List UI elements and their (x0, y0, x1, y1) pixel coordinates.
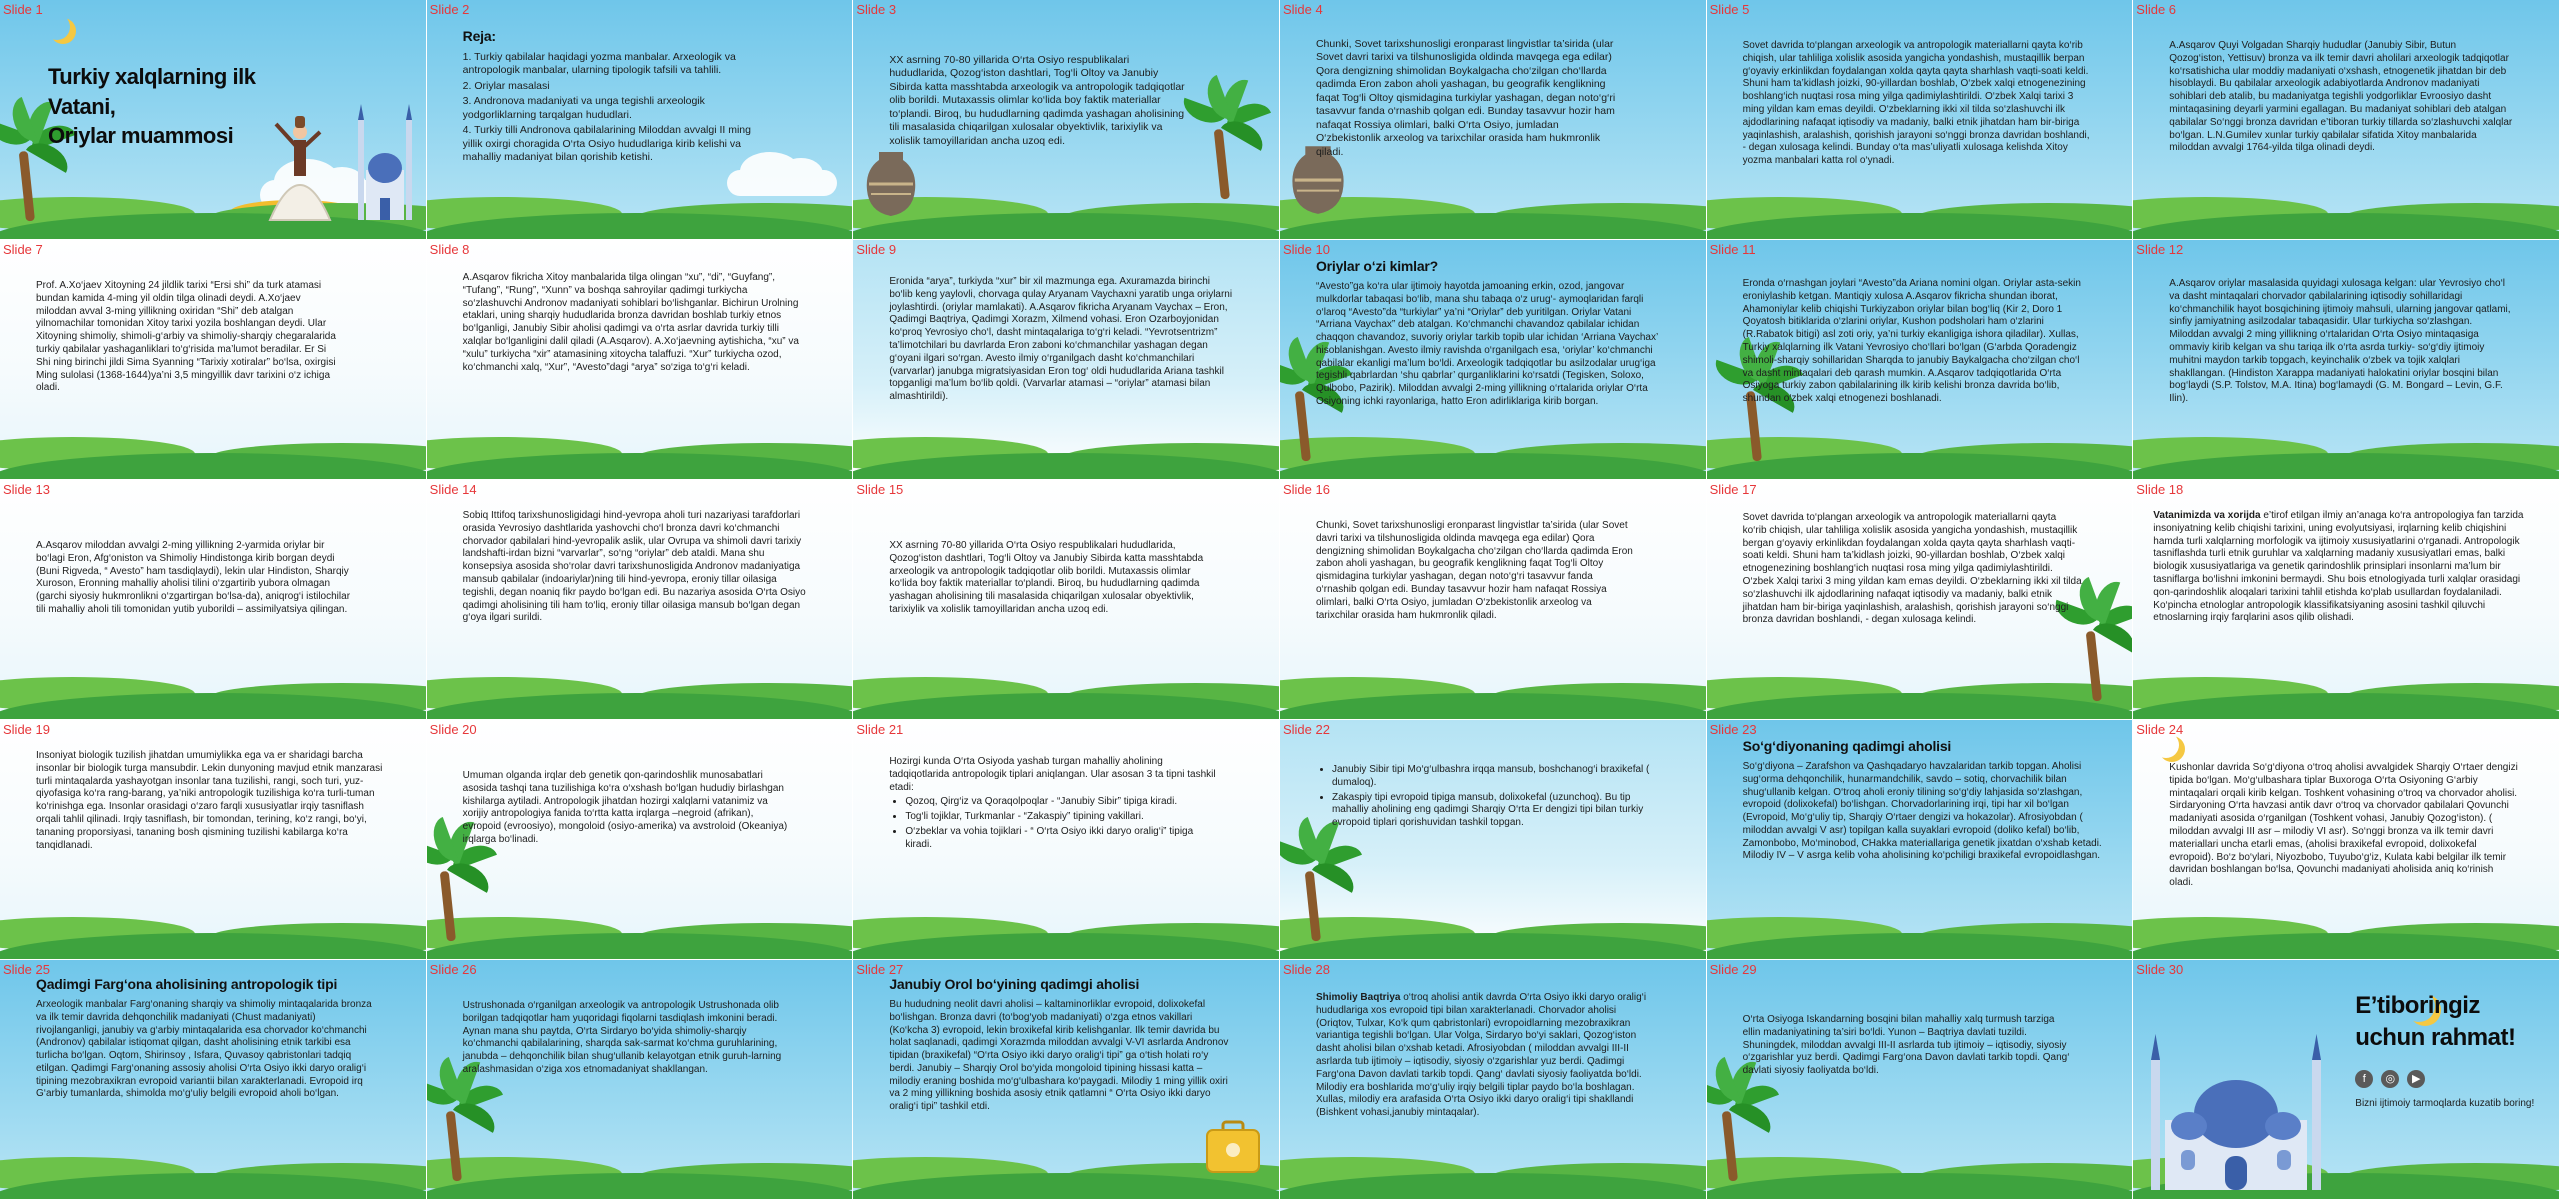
slide-heading: Oriylar o‘zi kimlar? (1315, 258, 1439, 274)
slide-number: Slide 2 (429, 2, 470, 17)
plan-item: 2. Oriylar masalasi (462, 79, 550, 92)
list-item: • Qozoq, Qirg‘iz va Qoraqolpoqlar - “Janubiy Sibir” tipiga kiradi. (905, 796, 1219, 809)
plan-item: 3. Andronova madaniyati va unga tegishli arxeologik yodgorliklarning tarqalgan hududlari. (462, 95, 705, 121)
slide-text: A.Asqarov fikricha Xitoy manbalarida tilga olingan “xu”, “di”, “Guyfang”, “Tufang”, “Rung”, “Xunn” va boshqa sahroyilar qadimgi turkiycha so‘zlashuvchi Andronov madaniyati sohiblari bo‘lishganlar. Bichirun Urolning etaklari, uning sharqiy hududlarida bronza davridan boshlab turkiy etnos bo‘lganligi, Janubiy Sibir aholisi qadimgi va o‘rta asrlar davrida turkiy tilli xalqlar bo‘lganligini dalil qiladi (A.Asqarov). A.Xo‘jaevning aytishicha, “xu” va “xulu” turkiycha “xir” atamasining xitoycha talaffuzi. “Xur” turkiycha ozod, ko‘chmanchi xalq, “Xur”, “Avesto”dagi “arya” so‘ziga to‘g‘ri keladi. (462, 272, 799, 373)
slide-text: o‘troq aholisi antik davrda O‘rta Osiyo ikki daryo oralig‘i hududlariga xos evropoid tipi bilan xarakterlanadi. Chorvador aholisi (Oriqtov, Tulxar, Ko‘k qum qabristonlari) evropoidlarning mezobraxikran variantiga tegishli bo‘lgan. Ular Volga, Sirdaryo bo‘yi saklari, Qozog‘iston dasht aholisi bilan o‘xshab ketadi. Afrosiyobdan ( miloddan avvalgi III-II asrlarda tub ijtimoiy – iqtisodiy, siyosiy o‘zgarishlar yuz berdi. Qadimgi Farg‘ona Davon davlati tarkib topdi. Qang‘ davlati siyosiy faoliyatda bo‘ldi. Milodiy era boshlarida mo‘g‘uliy irqiy belgili tiplar paydo bo‘la boshlagan. Xullas, milodiy era arafasida O‘rta Osiyo ikki daryo oralig‘i tipi shakllandi (Bishkent vohasi,janubiy mintaqalar). (1315, 992, 1647, 1119)
palm-tree-decoration (1296, 861, 1336, 941)
slide-24[interactable] (2133, 720, 2560, 960)
slide-number: Slide 1 (3, 2, 43, 17)
slide-29[interactable] (1707, 960, 2134, 1200)
plan-heading: Reja: (462, 28, 496, 44)
slide-number: Slide 9 (856, 242, 897, 257)
hills-decoration (427, 677, 854, 719)
youtube-icon[interactable]: ▶ (2407, 1070, 2425, 1088)
slide-number: Slide 24 (2136, 722, 2184, 737)
slide-text: Ustrushonada o‘rganilgan arxeologik va antropologik Ustrushonada olib borilgan tadqiqotlar ham yuqoridagi fiqolarni tasdiqlash imkonini beradi. Aynan mana shu paytda, O‘rta Sirdaryo bo‘yida shimoliy-sharqiy ko‘chmanchi qabilalarining, sharqda sak-sarmat ko‘chma guruhlarining, janubda – dehqonchilik bilan shug‘ullanib kelayotgan etnik guruh-larning aralashmasidan o‘ziga xos etnomadaniyat shakllangan. (462, 1000, 782, 1075)
thanks-line-1: E’tiboringiz (2355, 992, 2480, 1019)
slide-text-block (1316, 764, 1656, 832)
plan-block (463, 28, 753, 166)
suitcase-illustration (1203, 1120, 1263, 1176)
title-block (48, 62, 328, 151)
slide-number: Slide 30 (2136, 962, 2184, 977)
slide-text: Insoniyat biologik tuzilish jihatdan umumiylikka ega va er sharidagi barcha insonlar bir biologik turga mansubdir. Lekin dunyoning mavjud etnik manzarasi turli mintaqalarda yashayotgan insonlar tana tuzilishi, rangi, soch turi, yuz-qiyofasiga ko‘ra rang-barang, ya’niki antropologik tuzilishiga ko‘ra turli-tuman ko‘rinishga ega. Insonlar orasidagi o‘zaro farqli xususiyatlar irqiy tasniflash orqali tahlil qilinadi. Irqiy tasniflash, bir tomondan, terining, ko‘z rangi, bo‘yi, tananing proporsiyasi, tananing bosh qismining tuzilishi kabilarga ko‘ra tanqidlanadi. (36, 750, 383, 851)
hills-decoration (427, 917, 854, 959)
slide-number: Slide 8 (429, 242, 470, 257)
slide-text-block (889, 976, 1229, 1114)
hills-decoration (427, 1157, 854, 1199)
slide-number: Slide 22 (1282, 722, 1330, 737)
slide-20[interactable] (427, 720, 854, 960)
slide-text: A.Asqarov miloddan avvalgi 2-ming yillikning 2-yarmida oriylar bir bo‘lagi Eron, Afg‘oniston va Shimoliy Hindistonga kirib borgan deydi (Buni Rigveda, “ Avesto” ham tasdiqlaydi), lekin ular Hindiston, Sharqiy Xuroson, Eronning mahalliy aholisi tilini o‘zgartirib yubora olmagan (garchi siyosiy hukmronlikni o‘zgartirgan bo‘lsa-da), aniqrog‘i istilochilar tili mahalliy aholi tili tomonidan yutib yuborildi – assimilyatsiya qilingan. (36, 540, 351, 615)
hills-decoration (1280, 1157, 1707, 1199)
slide-text: So‘g‘diyona – Zarafshon va Qashqadaryo havzalaridan tarkib topgan. Aholisi sug‘orma dehqonchilik, hunarmandchilik, savdo – sotiq, chorvachilik bilan shug‘ullanib kelgan. O‘troq aholi eroniy tilining so‘g‘diy lahjasida so‘zlashgan, evropoid (dolixokefal) bo‘lishgan. Chorvadorlarining irqi, tipi har xil bo‘lgan (Evropoid, Mo‘g‘uliy tip, Sharqiy O‘rtaer dengizi va hokazolar). Afrosiyobdan ( miloddan avvalgi V asr) topilgan kalla suyaklari evropoid (doliko kefal) bo‘lib, Zamonbobo, Mo‘minobod, CHakka materiallariga genetik jixatdan o‘xshab ketadi. Milodiy IV – V asrga kelib voha aholisining ko‘pchiligi braxikefal evropoidlashgan. (1742, 760, 2102, 862)
slide-4[interactable] (1280, 0, 1707, 240)
plan-item: 4. Turkiy tilli Andronova qabilalarining Miloddan avvalgi II ming yillik oxirgi choragida O‘rta Osiyo hududlariga kirib kelishi va mahalliy madaniyat bilan qorishib ketishi. (462, 124, 751, 163)
thanks-line-2: uchun rahmat! (2355, 1024, 2516, 1052)
slide-text-block (889, 756, 1219, 854)
slide-6[interactable] (2133, 0, 2560, 240)
slide-number: Slide 29 (1709, 962, 1757, 977)
slide-heading: So‘g‘diyonaning qadimgi aholisi (1742, 738, 1952, 754)
slide-text: Sobiq Ittifoq tarixshunosligidagi hind-yevropa aholi turi nazariyasi tarafdorlari orasida Yevrosiyo dashtlarida yashovchi cho‘l bronza davri ko‘chmanchi chorvador qabilalari hind-yevropalik aslik, ular Ovrupa va shimoli davri tarixiy landshafti-irdan bizni “varvarlar”, so‘ng “oriylar” deb ataldi. Mana shu konsepsiya asosida sho‘rolar davri tarixshunosligida Andronov madaniyatiga mansub qabilalar (indoariylar)ning tili hind-yevropa, eroniy tillar oilasiga tegishli, degan noaniq fikr paydo bo‘lgan edi. Bu nazariya asosida O‘rta Osiyo qadimgi aholisining tili ham to‘liq, eroniy tillar oilasiga mansub bo‘lgan degan g‘oya ilgari surildi. (462, 510, 806, 624)
slide-number: Slide 14 (429, 482, 477, 497)
slide-26[interactable] (427, 960, 854, 1200)
hills-decoration (2133, 437, 2560, 479)
slide-text: Chunki, Sovet tarixshunosligi eronparast lingvistlar ta’sirida (ular Sovet davri tarixi va tilshunosligida oldinda mavqega ega edilar) Qora dengizning shimolidan Boykalgacha cho‘zilgan cho‘llarda qadimda Eron zabon aholi yashagan, bu geografik kenglikning faqat Tog‘li Oltoy qismidagina turkiylar yashagan, degan noto‘g‘ri tasavvur fanda o‘rnashib qolgan edi. Bunday tasavvur hozir ham nafaqat Rossiya olimlari, balki O‘rta Osiyo, jumladan O‘zbekistonlik arxeolog va tarixchilar orasida ham hukmronlik qiladi. (1315, 520, 1633, 621)
hills-decoration (853, 677, 1280, 719)
lead-text: Vatanimizda va xorijda (2153, 510, 2261, 521)
slide-30[interactable] (2133, 960, 2560, 1200)
slide-text: Kushonlar davrida So‘g‘diyona o‘troq aholisi avvalgidek Sharqiy O‘rtaer dengizi tipida bo‘lgan. Mo‘g‘ulbashara tiplar Buxoroga O‘rta Osiyoning G‘arbiy mintaqalari orqali kirib kelgan. Toshkent vohasining o‘troq va chorvador aholisi. Sirdaryoning O‘rta havzasi antik davr o‘troq va chorvador qabilalari Qovunchi madaniyati asosida o‘rganilgan (Toshkent vohasi, Janubiy Qozog‘iston). ( miloddan avvalgi III asr – milodiy VI asr). So‘nggi bronza va ilk temir davri materiallari uncha etarli emas, (aholisi braxikefal evropoid, dolixokefal evropoid). Bo‘z bo‘ylari, Niyozbobo, Tuyubo‘g‘iz, Kulata kabi belgilar ilk temir davridan boshlangan bo‘lsa, Qovunchi madaniyati aholisida aniq ko‘rinish oladi. (2169, 762, 2518, 889)
slide-25[interactable] (0, 960, 427, 1200)
facebook-icon[interactable]: f (2355, 1070, 2373, 1088)
slide-text: “Avesto”ga ko‘ra ular ijtimoiy hayotda jamoaning erkin, ozod, jangovar mulkdorlar tabaqasi bo‘lib, mana shu tabaqa o‘z urug‘- aymoqlaridan farqli o‘laroq “Avesto”da “turkiylar” ya’ni “Oriylar” deb yuritilgan. Oriylar Vatani “Arriana Vaychax” deb atalgan. Ko‘chmanchi chavandoz qabilalar ichidan chaqqon chavandoz, suvoriy oriylar tarkib topib ular ichidan ‘Arriana Vaychax’ hisoblanishgan. Avesto ilmiy ravishda o‘rganilgach esa, ‘oriylar’ ko‘chmanchi qabilalar ekanligi ma’lum bo‘ldi. Arxeologik tadqiqotlar bu asilzodalar urug‘iga tegishli qabrlardan ‘shu qabrlar’ qurganliklarini ko‘rsatdi (Tegisken, Soloxo, Qulbobo, Pazirik). Miloddan avvalgi 2-ming yillikning o‘rtalarida oriylar O‘rta Osiyoning ichki rayonlariga, hatto Eron adirliklariga kirib borgan. (1315, 280, 1658, 408)
hills-decoration (853, 437, 1280, 479)
list-item: • O‘zbeklar va vohia tojiklari - “ O‘rta Osiyo ikki daryo oralig‘i” tipiga kiradi. (905, 826, 1219, 852)
palm-tree-decoration (10, 141, 50, 221)
slide-heading: Janubiy Orol bo‘yining qadimgi aholisi (889, 976, 1140, 992)
slide-23[interactable] (1707, 720, 2134, 960)
social-block (2355, 1060, 2535, 1111)
slide-number: Slide 19 (3, 722, 50, 737)
vase-illustration (861, 148, 921, 218)
slide-number: Slide 10 (1282, 242, 1330, 257)
cloud-decoration (727, 170, 837, 196)
social-caption: Bizni ijtimoiy tarmoqlarda kuzatib boring! (2355, 1098, 2535, 1109)
list-item: • Tog‘li tojiklar, Turkmanlar - “Zakaspiy” tipining vakillari. (905, 811, 1219, 824)
title-line-2: Oriylar muammosi (48, 123, 234, 149)
slide-heading: Qadimgi Farg‘ona aholisining antropologik tipi (36, 976, 338, 992)
hills-decoration (1707, 917, 2134, 959)
hills-decoration (1280, 437, 1707, 479)
slide-number: Slide 25 (3, 962, 50, 977)
slide-11[interactable] (1707, 240, 2134, 480)
slide-number: Slide 13 (3, 482, 50, 497)
slide-number: Slide 23 (1709, 722, 1757, 737)
hills-decoration (1280, 677, 1707, 719)
hills-decoration (2133, 677, 2560, 719)
slide-text-block (2153, 510, 2538, 625)
slide-21[interactable] (853, 720, 1280, 960)
slide-15[interactable] (853, 480, 1280, 720)
mosque-illustration (2141, 1030, 2331, 1190)
slide-22[interactable] (1280, 720, 1707, 960)
slide-13[interactable] (0, 480, 427, 720)
slide-text: Chunki, Sovet tarixshunosligi eronparast lingvistlar ta’sirida (ular Sovet davri tarixi va tilshunosligida oldinda mavqega ega edilar) Qora dengizning shimolidan Boykalgacha cho‘zilgan cho‘llarda qadimda Eron zabon aholi yashagan, bu geografik kenglikning faqat Tog‘li Oltoy qismidagina turkiylar yashagan, degan noto‘g‘ri tasavvur fanda o‘rnashib qolgan edi. Bunday tasavvur hozir ham nafaqat Rossiya olimlari, balki O‘rta Osiyo, jumladan O‘zbekistonlik arxeolog va tarixchilar orasida ham hukmronlik qiladi. (1315, 38, 1616, 158)
hills-decoration (1707, 677, 2134, 719)
slide-14[interactable] (427, 480, 854, 720)
slide-text-block (1316, 258, 1666, 409)
slide-text: Arxeologik manbalar Farg‘onaning sharqiy va shimoliy mintaqalarida bronza va ilk temir davrida dehqonchilik madaniyati (Chust madaniyati) rivojlanganligi, janubiy va g‘arbiy mintaqalarida esa chorvador ko‘chmanchi (Andronov) qabilalar istiqomat qilgan, dasht aholisining etnik tarkibi esa turlicha bo‘lgan. Oqtom, Shirinsoy , Isfara, Quvasoy qabristonlari tadqiq etilgan. Qadimgi Farg‘onaning assosiy aholisi O‘rta Osiyo ikki daryo oralig‘i tipining mezobraxikran evropoid variantii bilan xarakterlanadi. Evropoid irq G‘arbiy tumanlarda, shimolda mo‘g‘uliy belgili evropoid aholi bo‘lgan. (36, 998, 372, 1100)
type-list (889, 796, 1219, 851)
slide-28[interactable] (1280, 960, 1707, 1200)
list-item: • Zakaspiy tipi evropoid tipiga mansub, dolixokefal (uzunchoq). Bu tip mahalliy aholining eng qadimgi Sharqiy O‘rta Er dengizi tipi bilan turkiy evropoid tiplari qorishuvidan tashkil topgan. (1332, 792, 1656, 830)
type-list (1316, 764, 1656, 830)
slide-text-block (1316, 992, 1656, 1120)
palm-tree-decoration (2077, 621, 2117, 701)
slide-17[interactable] (1707, 480, 2134, 720)
slide-number: Slide 12 (2136, 242, 2184, 257)
slide-text: Sovet davrida to‘plangan arxeologik va antropologik materiallarni qayta ko‘rib chiqish, ular tahliliga xolislik asosida yangicha yondashish, mustaqillik berpan g‘oyaviy erkinlikdan foydalangan xolda qayta qayta sharhlash vaqti-soati keldi. Shuni ham ta’kidlash joizki, 90-yillardan boshlab, O‘zbek xalqi etnogenezining boshlang‘ich nuqtasi rosa ming yilga qadimiylashtirildi. O‘zbek Xalqi tarixi 3 ming yildan kam emas deyildi. O‘zbeklarning ikki xil tilda so‘zlashuvchi ilk ajdodlarining nafaqat iqtisodiy va madaniy, balki etnik jihatdan ham bir-biriga yaqinlashish, aralashish, qorishish jarayoni so‘nggi bronza davridan boshlandi, - degan xulosaga kelindi. Bunday o‘ta mas’uliyatli xulosaga kelishda Xitoy yozma manbalari katta rol o‘ynadi. (1742, 40, 2090, 167)
moon-icon (44, 14, 70, 40)
slide-number: Slide 26 (429, 962, 477, 977)
hills-decoration (427, 437, 854, 479)
hills-decoration (2133, 917, 2560, 959)
intro-text: Hozirgi kunda O‘rta Osiyoda yashab turgan mahalliy aholining tadqiqotlarida antropologik tiplari aniqlangan. Ular asosan 3 ta tipni tashkil etadi: (889, 756, 1216, 793)
slide-text: O‘rta Osiyoga Iskandarning bosqini bilan mahalliy xalq turmush tarziga ellin madaniyatining ta’siri bo‘ldi. Yunon – Baqtriya davlati tuzildi. Shuningdek, miloddan avvalgi III-II asrlarda tub ijtimoiy – iqtisodiy, siyosiy o‘zgarishlar yuz berdi. Qadimgi Farg‘ona Davon davlati tarkib topdi. Qang‘ davlati siyosiy faoliyatda bo‘ldi. (1742, 1014, 2070, 1077)
hills-decoration (1280, 917, 1707, 959)
list-item: • Janubiy Sibir tipi Mo‘g‘ulbashra irqqa mansub, boshchanog‘i braxikefal ( dumaloq). (1332, 764, 1656, 790)
slide-10[interactable] (1280, 240, 1707, 480)
slide-text: Prof. A.Xo‘jaev Xitoyning 24 jildlik tarixi “Ersi shi” da turk atamasi bundan kamida 4-ming yil oldin tilga olinadi deydi. A.Xo‘jaev miloddan avval 3-ming yillikning oxiridan “Shi” deb atalgan yilnomachilar tomonidan Xitoy tarixi yozila boshlangan deydi. Ular Xitoyning shimoliy, shimoli-g‘arbiy va shimoliy-sharqiy chegaralarida turkiy qabilalar yashaganliklari to‘g‘risida ma’lumot beradilar. Er Si Shi ning birinchi jildi Sima Syanning “Tarixiy xotiralar” bo‘lsa, oxirgisi Ming sulolasi (1368-1644)ya’ni 3,5 mingyillik davr tarixini o‘z ichiga oladi. (36, 280, 336, 394)
slide-3[interactable] (853, 0, 1280, 240)
slide-number: Slide 28 (1282, 962, 1330, 977)
hills-decoration (0, 917, 427, 959)
hills-decoration (1707, 197, 2134, 239)
palm-tree-decoration (431, 861, 471, 941)
slide-text: Umuman olganda irqlar deb genetik qon-qarindoshlik munosabatlari asosida tashqi tana tuzilishiga ko‘ra o‘xshash bo‘lgan hududiy birlashgan kishilarga aytiladi. Antropologik jihatdan hozirgi xalqlarni vatanimiz va xorijiy antropologiya fanida to‘rtta katta irqlarga –negroid (afrikan), evropoid (evroosiyo), mongoloid (osiyo-amerika) va avstroloid (Okeaniya) irqlarga bo‘linadi. (462, 770, 788, 845)
slide-number: Slide 17 (1709, 482, 1757, 497)
slide-number: Slide 20 (429, 722, 477, 737)
palm-tree-decoration (1205, 119, 1245, 199)
mosque-illustration (350, 100, 420, 220)
slide-text: A.Asqarov oriylar masalasida quyidagi xulosaga kelgan: ular Yevrosiyo cho‘l va dasht mintaqalari chorvador qabilalarining iqtisodiy sohillaridagi ko‘chmanchilik hayot bosqichining ijtimoiy mahsuli, ularning jangovar qatlami, sinfiy jamiyatning asilzodalar tabaqasidir. Ular turkiycha so‘zlashgan. Miloddan avvalgi 2 ming yillikning o‘rtalaridan O‘rta Osiyo mintaqasiga ommaviy kirib kelgan va shu tariqa ilk o‘rta asrda turkiy- so‘g‘diy ijtimoiy muhitni maydon tarkib topgach, keyinchalik o‘zbek va tojik xalqlari shakllangan. (Hindiston Xarappa madaniyati halokatini oriylar bosqini bilan bog‘laydi (S.P. Tolstov, M.A. Itina) bog‘lamaydi (G. M. Bongard – Levin, G.F. Ilin). (2169, 278, 2511, 405)
hills-decoration (853, 917, 1280, 959)
slide-number: Slide 4 (1282, 2, 1323, 17)
hills-decoration (0, 1157, 427, 1199)
hills-decoration (2133, 197, 2560, 239)
slide-text: XX asrning 70-80 yillarida O‘rta Osiyo respublikalari hududlarida, Qozog‘iston dashtlari, Tog‘li Oltoy va Janubiy Sibirda katta masshtabda arxeologik va antropologik tadqiqotlar olib borildi. Mutaxassis olimlar ko‘lida boy faktik materiallar to‘plandi. Biroq, bu hududlarning qadimda yashagan aholisining tili masalasida chiqarilgan xulosalar obyektivlik, tarixiylik va xolislik tamoyillaridan ancha uzoq edi. (889, 540, 1204, 615)
slide-9[interactable] (853, 240, 1280, 480)
plan-item: 1. Turkiy qabilalar haqidagi yozma manbalar. Arxeologik va antropologik manbalar, ularning tipologik tafsili va tahlili. (462, 50, 736, 77)
slide-19[interactable] (0, 720, 427, 960)
hills-decoration (0, 677, 427, 719)
slide-number: Slide 16 (1282, 482, 1330, 497)
slide-number: Slide 7 (3, 242, 43, 257)
hills-decoration (1707, 1157, 2134, 1199)
hills-decoration (0, 437, 427, 479)
slide-text-block (1743, 738, 2103, 863)
slide-16[interactable] (1280, 480, 1707, 720)
slide-text-block (36, 976, 381, 1101)
slide-27[interactable] (853, 960, 1280, 1200)
slide-text: Eronida “arya”, turkiyda “xur” bir xil mazmunga ega. Axuramazda birinchi bo‘lib keng yaylovli, chorvaga qulay Aryanam Vaychaxni yaratib unga oriylarni joylashtirdi. (oriylar mamlakati). A.Asqarov fikricha Aryanam Vaychax – Eron, Qadimgi Baqtriya, Qadimgi Xorazm, Xilmend vohasi. Eron Ozarboyjonidan ko‘proq Yevrosiyo cho‘l, dasht mintaqalariga to‘g‘ri keladi. “Yevrotsentrizm” ta’limotchilari bu davrlarda Eron zaboni ko‘chmanchilar yashagan degan g‘oyani ilgari so‘rgan. Avesto ilmiy o‘rganilgach dasht ko‘chmanchilari (varvarlar) janubga migratsiyasidan Eron tog‘ oldi hududlarida Ariana tashkil topganligi ma’lum bo‘lib qoldi. (Varvarlar atamasi – “oriylar” atamasi bilan almashtirildi). (889, 276, 1233, 403)
slide-5[interactable] (1707, 0, 2134, 240)
instagram-icon[interactable]: ◎ (2381, 1070, 2399, 1088)
hills-decoration (427, 197, 854, 239)
slide-text: Sovet davrida to‘plangan arxeologik va antropologik materiallarni qayta ko‘rib chiqish, ular tahliliga xolislik asosida yangicha yondashish, mustaqillik bergan g‘oyaviy erkinlikdan foydalangan xolda qayta qayta sharhlash vaqti-soati keldi. Shuni ham ta’kidlash joizki, 90-yillardan boshlab, O‘zbek xalqi etnogenezining boshlang‘ich nuqtasi rosa ming yilga qadimiylashtirildi. O‘zbek Xalqi tarixi 3 ming yildan kam emas deyildi. O‘zbeklarning ikki xil tilda so‘zlashuvchi ilk ajdodlarining nafaqat iqtisodiy va madaniy, balki etnik jihatdan ham bir-biriga yaqinlashish, aralashish, qorishish jarayoni so‘nggi bronza davridan boshlandi, - degan xulosaga kelindi. (1742, 512, 2082, 626)
slide-number: Slide 6 (2136, 2, 2177, 17)
slide-number: Slide 11 (1709, 242, 1756, 257)
palm-tree-decoration (1713, 1101, 1753, 1181)
slide-text: XX asrning 70-80 yillarida O‘rta Osiyo respublikalari hududlarida, Qozog‘iston dashtlari, Tog‘li Oltoy va Janubiy Sibirda katta masshtabda arxeologik va antropologik tadqiqotlar olib borildi. Mutaxassis olimlar ko‘lida boy faktik materiallar to‘plandi. Biroq, bu hududlarning qadimda yashagan aholisining tili masalasida chiqarilgan xulosalar obyektivlik, tarixiylik va xolislik tamoyillaridan ancha uzoq edi. (889, 54, 1185, 147)
slide-7[interactable] (0, 240, 427, 480)
slide-12[interactable] (2133, 240, 2560, 480)
thanks-title (2355, 990, 2545, 1055)
lead-text: Shimoliy Baqtriya (1315, 992, 1401, 1003)
slide-1[interactable] (0, 0, 427, 240)
slide-8[interactable] (427, 240, 854, 480)
slide-number: Slide 18 (2136, 482, 2184, 497)
slide-text: Eronda o‘rnashgan joylari “Avesto”da Ariana nomini olgan. Oriylar asta-sekin eroniylashib ketgan. Mantiqiy xulosa A.Asqarov fikricha shundan iborat, Ahamoniylar kelib chiqishi Turkiyzabon oriylar bilan bog‘liq (Kir 2, Doro 1 Qoyatosh bitiklarida o‘zlarini oriylar, Kushon podsholari ham o‘zlarini (R.Rabatok bitigi) asl zoti oriy, ya’ni turkiy ekanligiga ishora qiladilar). Xullas, Turkiy xalqlarning ilk Vatani Yevrosiyo cho‘llari bo‘lgan (G‘arbda Qoradengiz shimoli-sharqiy sohillaridan Sharqda to janubiy Baykalgacha cho‘zilgan cho‘l va dasht mintaqalari deb qarash mumkin. A.Asqarov tadqiqotlarida O‘rta Osiyoga turkiy zabon qabilalarining ilk kirib kelishi bronza davrida bo‘lib, shundan o‘zbek xalqi etnogenezi boshlanadi. (1742, 278, 2081, 405)
slide-text: e’tirof etilgan ilmiy an’anaga ko‘ra antropologiya fan tarzida insoniyatning kelib chiqishi tarixini, uning evolyutsiyasi, irqlarning kelib chiqishini hamda turli xalqlarning morfologik va ijtimoiy xususiyatlarini o‘rganadi. Antropologik tasniflashda turli etnik guruhlar va xalqlarning madaniy xususiyatlari emas, balki biologik xususiyatlariga va genetik qarindoshlik prinsiplari insonlarni ma’lum bir tasniflarga bo‘lishni imkonini bermaydi. Shu bois etnologiyada turli xalqlar orasidagi qon-qarindoshlik aloqalari tarixini tahlil etishda ko‘plab usullardan foydalaniladi. Ko‘pincha etnologlar antropologik klassifikatsiyaning asosini tashkil qiluvchi etnoslarning irqiy farqlarini asos qilib olishadi. (2153, 510, 2524, 624)
slide-text: Bu hududning neolit davri aholisi – kaltaminorliklar evropoid, dolixokefal bo‘lishgan. Bronza davri (to‘bog‘yob madaniyati) o‘zga etnos vakillari (Ko‘kcha 3) evropoid, lekin broxikefal kirib kelishganlar. Ilk temir davrida bu holat saqlanadi, qadimgi Xorazmda miloddan avvalgi V-VI asrlarda Andronov tipidan (braxikefal) “O‘rta Osiyo ikki daryo oralig‘i tipi” ga o‘tish holati ro‘y berdi. Janubiy – Sharqiy Orol bo‘yida mongoloid tipining hissasi katta – milodiy eraning boshida mo‘g‘ulbashara ko‘paygadi. Milodiy 1 ming yillik oxiri va 2 ming yillikning boshida asosiy etnik qatlamni “ O‘rta Osiyo ikki daryo oralig‘i tipi” tashkil etdi. (889, 998, 1229, 1113)
slide-number: Slide 15 (856, 482, 904, 497)
social-icons (2355, 1070, 2535, 1088)
slide-number: Slide 5 (1709, 2, 1750, 17)
slide-18[interactable] (2133, 480, 2560, 720)
slide-number: Slide 3 (856, 2, 897, 17)
slide-text: A.Asqarov Quyi Volgadan Sharqiy hududlar (Janubiy Sibir, Butun Qozog‘iston, Yettisuv) bronza va ilk temir davri aholilari arxeologik tadqiqotlar ko‘rsatishicha ular moddiy madaniyati o‘xshash, etnogenetik jihatdan bir deb hisoblaydi. Bu qabilalar arxeologik adabiyotlarda Andronov madaniyati sohiblari deb atalib, bu madaniyatga tegishli yodgorliklar Evroosiyo dasht mintaqasining deyarli yarmini egallagan. Bu madaniyat sohiblari deb atalgan qabilalar So‘nggi bronza davridan e’tiboran turkiy tillarda so‘zlashuvchi xalqlar bo‘lgan. L.N.Gumilev xunlar turkiy qabilalar sifatida Xitoy manbalarida miloddan avvalgi 1764-yilda tilga olinadi deydi. (2169, 40, 2513, 154)
title-line-1: Turkiy xalqlarning ilk Vatani, (48, 64, 256, 119)
palm-tree-decoration (437, 1101, 477, 1181)
slide-number: Slide 27 (856, 962, 904, 977)
slide-number: Slide 21 (856, 722, 904, 737)
slide-2[interactable] (427, 0, 854, 240)
